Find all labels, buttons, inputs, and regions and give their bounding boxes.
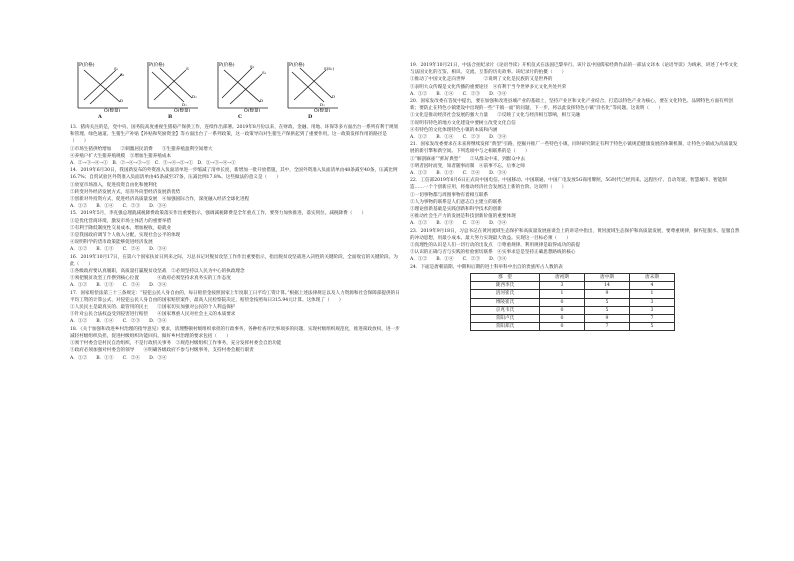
question-option: ③针对公民合法权益受到侵害进行赔偿 ④国家尊重人民对社会主义的本质要求 <box>70 312 236 318</box>
svg-text:S₂: S₂ <box>120 72 125 77</box>
table-row <box>471 282 675 290</box>
table-cell: 0 <box>540 323 585 331</box>
svg-text:S₁: S₁ <box>114 66 119 71</box>
table-cell: 9 <box>585 290 630 298</box>
question-option: ④说明科学的货币政策能够促进经济发展 <box>70 240 153 246</box>
question-text: 18．《关于加强和改进乡村治理的指导意见》要求，清理整顿村级组织承担的行政事务，各种检查评比事项多的问题，实现村级组织规范化，推进简政放权，进一步减轻村级组织负担，促进村级组织功能回归。做好乡村治理的要求包括（ ） <box>70 326 400 339</box>
question-text: 17．国家赔偿法第三十三条规定：“侵犯公民人身自由的，每日赔偿金按照国家上年度职工日平均工资计算。”根据上述法律规定以及人力资源和社会保障部提供的日平均工资的计算公式，对侵犯公民人身自由的国家赔偿案件，最高人民检察院决定，赔偿金按照每日315.94元计算。这体现了（ ） <box>70 290 400 303</box>
question-option: ①各级政府要认真履职，高质量打赢脱贫攻坚战 ②必须坚持以人民为中心的执政理念 <box>70 269 245 275</box>
question-option: ④养殖户扩大生猪养殖规模 ⑤增加生猪养殖成本 <box>70 153 172 159</box>
question-option: ①市场生猪供给增加 ②刺激居民消费 ③生猪养殖盈利空间增大 <box>70 146 213 152</box>
question-option: ③认识的正确与否与实践的检验密切联系 ④实事求是是坚持正确思想路线的核心 <box>410 250 576 256</box>
answer-choices: A．①② B．①④ C．②③ D．③④ <box>70 204 167 210</box>
table-cell: 博陵崔氏 <box>471 298 540 306</box>
question-option: ①“解剖麻雀”“抓好典型” ②从群众中来，到群众中去 <box>410 156 526 162</box>
question-option: ①推动了中国文化走向世界 ②说明了文化是民族的又是世界的 <box>410 77 553 83</box>
table-cell: 荥阳郑氏 <box>471 323 540 331</box>
question-option: ②有利于降低制度性交易成本，增加税收，稳就业 <box>70 225 172 231</box>
table-row <box>471 323 675 331</box>
table-cell: 3 <box>630 306 675 314</box>
question-option: ③理论创新基础是实践创新和科学技术的创新 <box>410 207 502 213</box>
gentry-table <box>470 273 675 331</box>
question-option: ①是优化营商环境，激发市场主体活力的重要举措 <box>70 218 172 224</box>
svg-text:P(价格): P(价格) <box>289 63 305 68</box>
table-cell: 荥阳卢氏 <box>471 314 540 322</box>
answer-choices: A．①② B．①④ C．②③ D．③④ <box>410 257 507 263</box>
table-header: 唐中期 <box>585 273 630 281</box>
question-option: ③政府必须加强对村委会的领导 ④明确各级政府不参与村级事务，支持村委会履行职责 <box>70 348 254 354</box>
table-cell: 5 <box>630 323 675 331</box>
table-cell: 4 <box>630 282 675 290</box>
graph-a <box>70 60 130 120</box>
question-option: ③说明有特色的地方文化建设中要树立改变文化自信 <box>410 120 516 126</box>
svg-text:P(价格): P(价格) <box>219 63 235 68</box>
table-cell: 5 <box>585 298 630 306</box>
svg-text:Q(数量): Q(数量) <box>244 109 261 112</box>
question-option: ①一切事物都与周围事物有着相互联系 <box>410 192 489 198</box>
table-cell: 0 <box>540 298 585 306</box>
question-text: 15．2019年5月，李克强总理就减税降费政策落实作出重要指示，强调减税降费是全年重点工作，要努力加快推进，落实到位。减税降费（ ） <box>70 211 367 217</box>
table-header: 唐末期 <box>630 273 675 281</box>
svg-text:Q(数量): Q(数量) <box>174 109 191 112</box>
svg-text:D: D <box>260 98 264 103</box>
question-option: ①须于村委会是村民自治组织，不是行政机关事务 ②规范村级组织工作事务，充分发挥村委会自治功能 <box>70 341 282 347</box>
graph-c <box>210 60 270 120</box>
svg-text:Q(数量): Q(数量) <box>104 109 121 112</box>
svg-text:P(价格): P(价格) <box>149 63 165 68</box>
question-text: 24．下面是唐朝前期、中期和后期的进士科举科中出自的贵族所占人数的表 <box>410 264 563 270</box>
table-cell: 清河崔氏 <box>471 290 540 298</box>
question-option: ①放宽市场准入，促进投资自由化和便利化 <box>70 182 158 188</box>
graph-d <box>280 60 340 120</box>
question-option: ③表明大众传媒是文化传播的重要途径 ④有利于当今世界多元文化共处共荣 <box>410 84 567 90</box>
answer-choices: A．①② B．①④ C．②③ D．③④ <box>410 135 507 141</box>
svg-text:S₁: S₁ <box>262 70 267 75</box>
table-cell: 京兆韦氏 <box>471 306 540 314</box>
question-option: ③须把脱贫攻坚工作摆到核心位置 ④政府必须坚持求真务实的工作态度 <box>70 276 231 282</box>
table-row <box>471 314 675 322</box>
question-text: 21．国家发改委要求在未来将继续发挥“典型”引路，挖掘并推广一些特色小镇，同时研究制定有利于特色小镇规范健康发展的体制机制，让特色小镇成为高质量发展的新引擎和新空间。下列选项中与之相联系的是（ ） <box>410 142 738 155</box>
svg-text:S(S₁): S(S₁) <box>324 66 335 71</box>
question-text: 20．国家发改委在答复中提出，要在加强和改进县城产业的基础上，坚持产业区和文化产业结合，打造以特色产业为核心，要在文化特色、品牌特色方面有所创新；要防止在特色小镇建设中出现的一些“千镇一面”的问题，下一步，将以此发挥特色小镇“洋名化”等问题。这说明（ ） <box>410 99 733 112</box>
question-option: ③创新对外投资方式，促进经济高质量发展 ④加强国际合作，深度融入经济全球化进程 <box>70 197 250 203</box>
table-cell: 7 <box>585 323 630 331</box>
table-row <box>471 298 675 306</box>
table-cell: 1 <box>630 290 675 298</box>
graph-label: A <box>98 114 102 120</box>
graph-label: D <box>308 114 313 120</box>
table-cell: 7 <box>630 314 675 322</box>
table-cell: 14 <box>585 282 630 290</box>
question-option: ③是我国政府调节个人收入分配，实现社会公平的体现 <box>70 233 181 239</box>
table-cell: 0 <box>540 306 585 314</box>
right-column <box>410 62 740 331</box>
table-header: 郡 望 <box>471 273 540 281</box>
question-text: 23．2019年9月18日，习总书记在黄河流域生态保护和高质量发展座谈会上的讲话中指出，黄河流域生态保护和高质量发展，要尊重规律，摒弃征服水、征服自然的冲动思想，用最小成本、最大努力实现最大效益。实现这一目标必须（ ） <box>410 228 740 241</box>
answer-choices: A．①② B．①③ C．②④ D．③④ <box>70 355 167 361</box>
answer-choices: A．①② B．①③ C．②④ D．③④ <box>70 283 167 289</box>
answer-choices: A．①② B．①③ C．②④ D．③④ <box>410 221 507 227</box>
svg-text:S₂: S₂ <box>250 64 255 69</box>
question-option: ④有特色的文化体现特色小镇的本质和内涵 <box>410 127 498 133</box>
table-cell: 3 <box>630 298 675 306</box>
table-header-row <box>471 273 675 281</box>
table-cell: 3 <box>540 282 585 290</box>
svg-text:Q(数量): Q(数量) <box>314 109 331 112</box>
question-text: 14．2019年6月30日，我国新发布的外资准入负面清单进一步缩减了清单长度，新增加一批开放措施，其中，全国外资准入负面清单由48条减至40条，压减比例16.7%；自贸试验区外资准入负面清单由45条减至37条，压减比例17.8%。这些做法的意义是（ ） <box>70 168 398 181</box>
answer-choices: A．①② B．①④ C．②③ D．③④ <box>410 91 507 97</box>
svg-text:S: S <box>186 66 189 71</box>
table-header: 唐初期 <box>540 273 585 281</box>
question-text: 19．2019年10月21日，中法合拍纪录片《论语导读》开机仪式在法国巴黎举行。该片以中国儒家经典作品的一部法文译本《论语导读》为线索，讲述了中华文化与法国文化的互鉴、相识、交流、互鉴的历史故事。该纪录片的拍摄（ ） <box>410 63 738 76</box>
answer-choices: A．①② B．①④ C．②③ D．③④ <box>70 319 167 325</box>
svg-text:D₂: D₂ <box>192 94 197 99</box>
question-option: ③明者因时而变，知者随事而制 ④前事不忘，后事之师 <box>410 163 525 169</box>
table-cell: 陇西李氏 <box>471 282 540 290</box>
answer-choices: A．①② B．①③ C．②④ D．③④ <box>70 247 167 253</box>
svg-text:D: D <box>332 94 336 99</box>
table-row <box>471 306 675 314</box>
graph-label: C <box>238 114 242 120</box>
graph-label: B <box>168 114 173 120</box>
svg-text:D₁: D₁ <box>320 102 325 107</box>
question-option: ④推动社会生产力的发展是科技创新价值的重要体现 <box>410 214 516 220</box>
table-cell: 1 <box>540 290 585 298</box>
answer-choices: A．①② B．①③ C．②④ D．③④ <box>410 171 507 177</box>
question-text: 22．工信部2019年6月6日正式向中国电信、中国移动、中国联通、中国广电发放5G商用牌照，5G时代已经到来。远程医疗、自动驾驶、智慧城市、智能制造……一个个创新应用，将推动经济社会发展迈上新的台阶。这说明（ ） <box>410 178 727 191</box>
question-option: ②转变对外经济发展方式，培育外向型经济发展新优势 <box>70 189 181 195</box>
question-option: ①人民民主是最真实的、最管用的民主 ②国家切实加强对公民的个人利益保护 <box>70 305 236 311</box>
table-row <box>471 290 675 298</box>
table-cell: 9 <box>585 314 630 322</box>
table-cell: 5 <box>585 306 630 314</box>
question-text: 13．猪肉关注的是，党中央、国务院高度重视生猪稳产保供工作，连续作出部署。2019年8月份以来，在财政、金融、用地、环保等多方面出台一系列有利于规划和管理、绿色通道、生猪生产补贴【补贴和奖励资金】等方面出台了一系列政策，这一政策导向对生猪生产保供起到了重要作用。这一政策发挥作用的路径是（ ） <box>70 125 399 145</box>
answer-choices: A．②→③→④→① B．②→④→③→① C．③→④→⑤→① D．⑤→③→④→① <box>70 161 236 167</box>
question-text: 16．2019年10月17日，在第六个国家扶贫日到来之际，习总书记对脱贫攻坚工作作出重要指示，指出脱贫攻坚战进入决胜的关键阶段，全面收官的关键阶段。为此（ ） <box>70 254 398 267</box>
graph-ylabel: P(价格) <box>79 63 95 68</box>
graph-b <box>140 60 200 120</box>
supply-demand-graphs <box>70 60 400 120</box>
svg-text:D: D <box>120 98 124 103</box>
question-option: ①文化是推动经济社会发展的强大力量 ②反映了文化与经济相互影响，相互交融 <box>410 113 580 119</box>
left-column <box>70 124 400 362</box>
question-option: ②人为事物的联系是人们意志自主建立的联系 <box>410 199 502 205</box>
table-cell: 0 <box>540 314 585 322</box>
question-option: ①真理性的认识是人们一切行动的出发点 ②尊重规律、利用规律是取得成功的前提 <box>410 243 580 249</box>
svg-text:D₁: D₁ <box>182 102 187 107</box>
